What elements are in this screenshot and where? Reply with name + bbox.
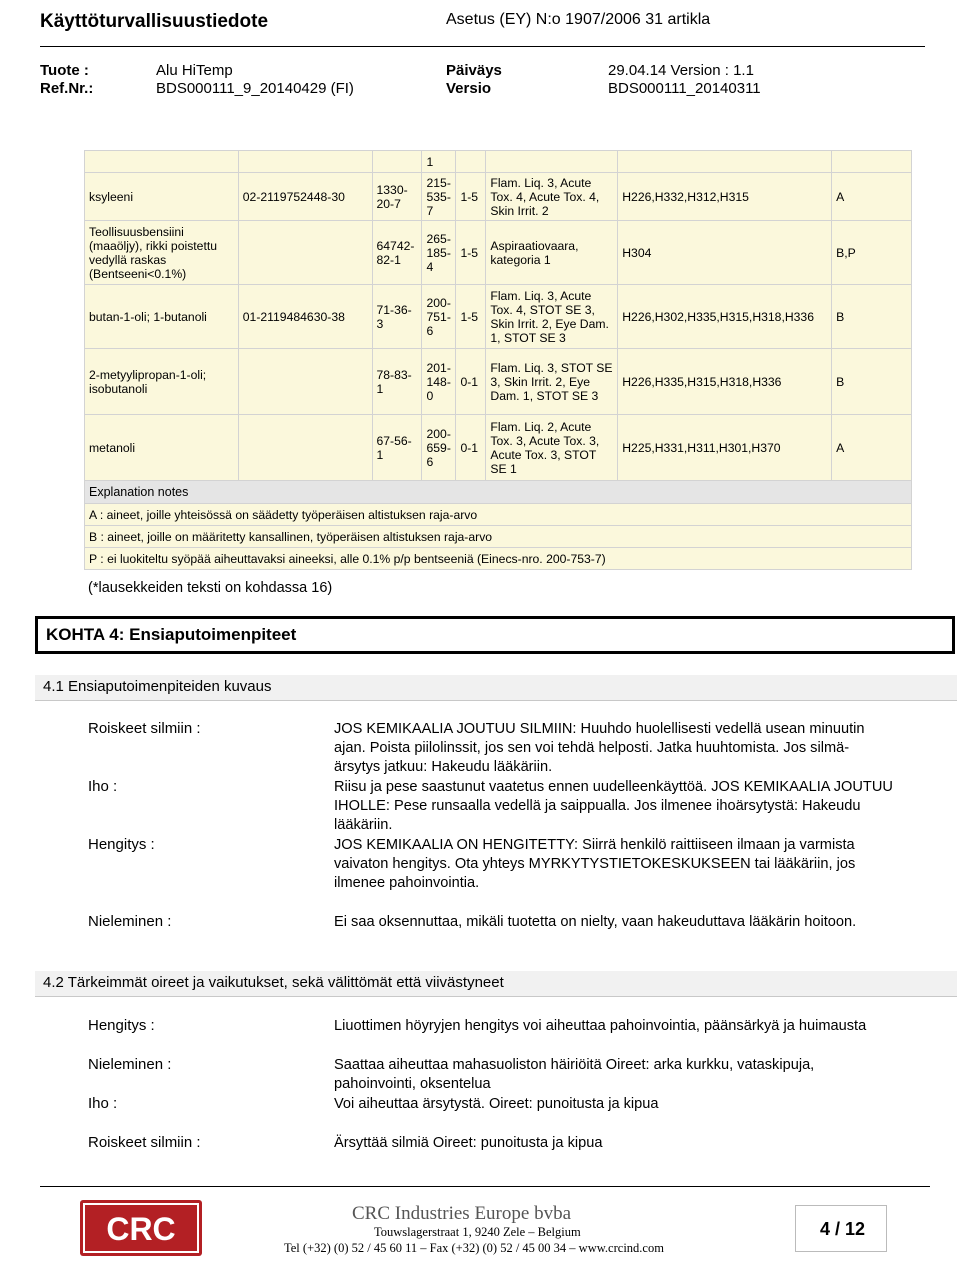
classification: Flam. Liq. 3, Acute Tox. 4, Acute Tox. 4, Skin Irrit. 2 <box>486 173 618 221</box>
ec-number: 215- 535- 7 <box>422 173 456 221</box>
cas-number: 1330- 20-7 <box>372 173 422 221</box>
concentration: 0-1 <box>456 415 486 481</box>
note-code: A <box>832 415 912 481</box>
classification: Flam. Liq. 3, STOT SE 3, Skin Irrit. 2, Eye Dam. 1, STOT SE 3 <box>486 349 618 415</box>
substance-name: 2-metyylipropan-1-oli; isobutanoli <box>85 349 239 415</box>
ec-number: 201- 148- 0 <box>422 349 456 415</box>
company-contact: Tel (+32) (0) 52 / 45 60 11 – Fax (+32) (0) 52 / 45 00 34 – www.crcind.com <box>284 1241 664 1255</box>
ec-number: 265- 185- 4 <box>422 221 456 285</box>
substance-name: ksyleeni <box>85 173 239 221</box>
concentration: 1-5 <box>456 285 486 349</box>
measure-label: Roiskeet silmiin : <box>88 720 201 737</box>
date-label: Päiväys <box>446 62 502 79</box>
ref-label: Ref.Nr.: <box>40 80 94 97</box>
symptom-text: Saattaa aiheuttaa mahasuoliston häiriöitä Oireet: arka kurkku, vataskipuja, pahoinvointi, oksentelua <box>334 1057 815 1093</box>
section-title: KOHTA 4: Ensiaputoimenpiteet <box>46 625 297 644</box>
page-number-box <box>795 1205 887 1252</box>
note-code: B <box>832 285 912 349</box>
page-number: 4 / 12 <box>820 1219 866 1239</box>
hazard-statements: H304 <box>618 221 832 285</box>
version-label: Versio <box>446 80 492 97</box>
substance-name: metanoli <box>85 415 239 481</box>
document-title: Käyttöturvallisuustiedote <box>40 11 269 32</box>
table-row <box>85 173 912 221</box>
footer-divider <box>40 1186 930 1187</box>
reach-number <box>238 349 372 415</box>
symptom-label: Iho : <box>88 1095 118 1112</box>
substance-name: Teollisuusbensiini (maaöljy), rikki poistettu vedyllä raskas (Bentseeni<0.1%) <box>85 221 239 285</box>
subsection-heading <box>35 971 957 997</box>
reach-number: 01-2119484630-38 <box>238 285 372 349</box>
product-value: Alu HiTemp <box>156 62 233 79</box>
components-table <box>84 150 912 570</box>
hazard-statements: H225,H331,H311,H301,H370 <box>618 415 832 481</box>
product-label: Tuote : <box>40 62 89 79</box>
note-code: B <box>832 349 912 415</box>
subsection-title: 4.1 Ensiaputoimenpiteiden kuvaus <box>43 678 272 695</box>
reach-number <box>238 415 372 481</box>
symptom-text: Liuottimen höyryjen hengitys voi aiheuttaa pahoinvointia, päänsärkyä ja huimausta <box>334 1018 867 1034</box>
footnote-text: (*lausekkeiden teksti on kohdassa 16) <box>88 580 333 596</box>
reach-number <box>238 221 372 285</box>
symptom-text: Ärsyttää silmiä Oireet: punoitusta ja kipua <box>334 1135 603 1151</box>
symptom-label: Roiskeet silmiin : <box>88 1134 201 1151</box>
ec-number: 200- 751- 6 <box>422 285 456 349</box>
table-row <box>85 481 912 504</box>
cas-number: 78-83- 1 <box>372 349 422 415</box>
table-cell: 1 <box>422 151 456 173</box>
table-row <box>85 221 912 285</box>
header-row-ref <box>0 80 960 100</box>
note-p: P : ei luokiteltu syöpää aiheuttavaksi aineeksi, alle 0.1% p/p bentseeniä (Einecs-nro. 200-753-7) <box>85 548 912 570</box>
note-b: B : aineet, joille on määritetty kansallinen, työperäisen altistuksen raja-arvo <box>85 526 912 548</box>
measure-text: Ei saa oksennuttaa, mikäli tuotetta on nielty, vaan hakeuduttava lääkärin hoitoon. <box>334 914 857 930</box>
company-address: Touwslagerstraat 1, 9240 Zele – Belgium <box>374 1225 581 1239</box>
subsection-title: 4.2 Tärkeimmät oireet ja vaikutukset, sekä välittömät että viivästyneet <box>43 974 504 991</box>
version-value: BDS000111_20140311 <box>608 80 761 97</box>
symptom-text: Voi aiheuttaa ärsytystä. Oireet: punoitusta ja kipua <box>334 1096 659 1112</box>
measure-label: Hengitys : <box>88 836 155 853</box>
regulation-text: Asetus (EY) N:o 1907/2006 31 artikla <box>446 11 711 28</box>
note-a: A : aineet, joille yhteisössä on säädetty työperäisen altistuksen raja-arvo <box>85 504 912 526</box>
logo-text: CRC <box>106 1211 176 1247</box>
table-row <box>85 526 912 548</box>
hazard-statements: H226,H332,H312,H315 <box>618 173 832 221</box>
table-row <box>85 349 912 415</box>
classification: Flam. Liq. 2, Acute Tox. 3, Acute Tox. 3, Acute Tox. 3, STOT SE 1 <box>486 415 618 481</box>
measure-text: JOS KEMIKAALIA JOUTUU SILMIIN: Huuhdo huolellisesti vedellä usean minuutin ajan. Poista piilolinssit, jos sen voi tehdä helposti. Jatka huuhtomista. Jos silmä-ärsytys jatkuu: Hakeudu lääkäriin. <box>334 721 865 776</box>
table-row <box>85 285 912 349</box>
crc-logo <box>80 1200 202 1256</box>
note-code: B,P <box>832 221 912 285</box>
measure-text: Riisu ja pese saastunut vaatetus ennen uudelleenkäyttöä. JOS KEMIKAALIA JOUTUU IHOLLE: Pese runsaalla vedellä ja saippualla. Jos ilmenee ihoärsytystä: Hakeudu lääkäriin. <box>334 779 893 834</box>
measure-label: Iho : <box>88 778 118 795</box>
ec-number: 200- 659- 6 <box>422 415 456 481</box>
hazard-statements: H226,H335,H315,H318,H336 <box>618 349 832 415</box>
concentration: 1-5 <box>456 173 486 221</box>
company-name: CRC Industries Europe bvba <box>352 1203 572 1224</box>
concentration: 1-5 <box>456 221 486 285</box>
explanation-title: Explanation notes <box>85 481 912 504</box>
cas-number: 64742- 82-1 <box>372 221 422 285</box>
measure-label: Nieleminen : <box>88 913 172 930</box>
table-row <box>85 151 912 173</box>
date-value: 29.04.14 Version : 1.1 <box>608 62 754 79</box>
hazard-statements: H226,H302,H335,H315,H318,H336 <box>618 285 832 349</box>
classification: Flam. Liq. 3, Acute Tox. 4, STOT SE 3, Skin Irrit. 2, Eye Dam. 1, STOT SE 3 <box>486 285 618 349</box>
substance-name: butan-1-oli; 1-butanoli <box>85 285 239 349</box>
table-row <box>85 504 912 526</box>
table-row <box>85 415 912 481</box>
table-row <box>85 548 912 570</box>
classification: Aspiraatiovaara, kategoria 1 <box>486 221 618 285</box>
cas-number: 67-56- 1 <box>372 415 422 481</box>
concentration: 0-1 <box>456 349 486 415</box>
measure-text: JOS KEMIKAALIA ON HENGITETTY: Siirrä henkilö raittiiseen ilmaan ja varmista vaivaton hengitys. Ota yhteys MYRKYTYSTIETOKESKUKSEEN tai lääkäriin, jos ilmenee pahoinvointia. <box>334 837 856 892</box>
note-code: A <box>832 173 912 221</box>
symptom-label: Hengitys : <box>88 1017 155 1034</box>
section-heading <box>35 616 955 654</box>
ref-value: BDS000111_9_20140429 (FI) <box>156 80 354 97</box>
subsection-heading <box>35 675 957 701</box>
cas-number: 71-36- 3 <box>372 285 422 349</box>
reach-number: 02-2119752448-30 <box>238 173 372 221</box>
header-divider <box>40 46 925 47</box>
header-row-product <box>0 62 960 82</box>
symptom-label: Nieleminen : <box>88 1056 172 1073</box>
